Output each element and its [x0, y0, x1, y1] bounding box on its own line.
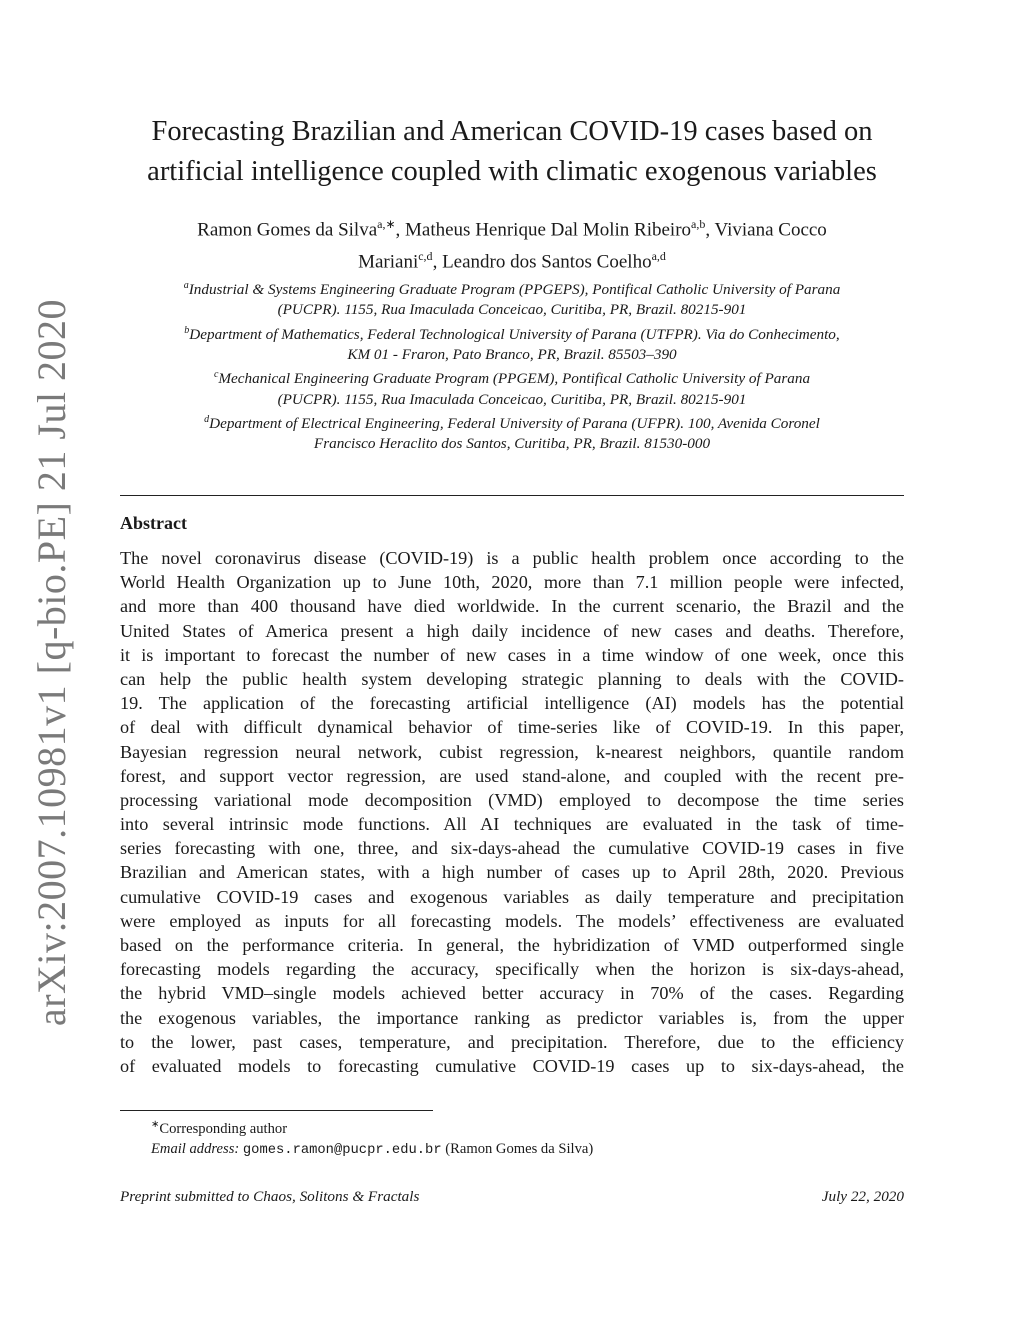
abstract-line: The novel coronavirus disease (COVID-19) is a public health problem once according to the	[120, 548, 904, 568]
abstract-line: forest, and support vector regression, are used stand-alone, and coupled with the recent pre-	[120, 765, 904, 786]
abstract-line: forecasting models regarding the accuracy, specifically when the horizon is six-days-ahead,	[120, 959, 904, 980]
author-line-1	[120, 211, 904, 243]
author-3-affil[interactable]: c,d	[418, 249, 433, 264]
affiliation-mark: c	[213, 369, 219, 381]
affiliation-c	[120, 365, 904, 410]
footnote-mark: ∗	[151, 1119, 160, 1130]
abstract-line: Brazilian and American states, with a high number of cases up to April 28th, 2020. Previous	[120, 862, 904, 883]
arxiv-identifier[interactable]: arXiv:2007.10981v1 [q-bio.PE] 21 Jul 2020	[29, 298, 75, 1027]
abstract-line: can help the public health system developing strategic planning to deals with the COVID-	[120, 668, 904, 689]
abstract-line: the exogenous variables, the importance ranking as predictor variables is, from the upper	[120, 1007, 904, 1028]
affiliation-d	[120, 410, 904, 455]
footnote	[151, 1115, 593, 1161]
footnote-rule	[120, 1110, 433, 1111]
abstract-line: of evaluated models to forecasting cumulative COVID-19 cases up to six-days-ahead, the	[120, 1055, 904, 1076]
abstract-line: to the lower, past cases, temperature, and precipitation. Therefore, due to the efficiency	[120, 1031, 904, 1052]
abstract-line: it is important to forecast the number of new cases in a time window of one week, once this	[120, 644, 904, 665]
abstract-body	[120, 546, 904, 1078]
abstract-line: cumulative COVID-19 cases and exogenous variables as daily temperature and precipitation	[120, 886, 904, 907]
title-line-1: Forecasting Brazilian and American COVID-19 cases based on	[151, 116, 873, 147]
paper-title	[120, 112, 904, 192]
affiliation-mark: a	[183, 280, 189, 291]
affiliation-text: KM 01 - Fraron, Pato Branco, PR, Brazil. 85503–390	[347, 346, 677, 364]
corresponding-author-note	[151, 1115, 593, 1139]
affiliation-text: (PUCPR). 1155, Rua Imaculada Conceicao, Curitiba, PR, Brazil. 80215-901	[277, 390, 747, 408]
preprint-date: July 22, 2020	[821, 1188, 904, 1205]
author-1-affil[interactable]: a,∗	[377, 217, 396, 231]
affiliation-a	[120, 276, 904, 321]
author-list	[120, 211, 904, 276]
arxiv-stamp	[12, 298, 92, 1027]
abstract-line: were employed as inputs for all forecasting models. The models’ effectiveness are evaluated	[120, 910, 904, 931]
title-line-2: artificial intelligence coupled with climatic exogenous variables	[147, 156, 877, 187]
author-line-2	[120, 243, 904, 275]
affiliation-text: Industrial & Systems Engineering Graduate Program (PPGEPS), Pontifical Catholic University of Parana	[188, 281, 841, 299]
preprint-note: Preprint submitted to Chaos, Solitons & Fractals	[120, 1188, 420, 1205]
affiliation-text: Francisco Heraclito dos Santos, Curitiba, PR, Brazil. 81530-000	[313, 435, 711, 453]
abstract-heading: Abstract	[120, 513, 187, 533]
abstract-line: 19. The application of the forecasting artificial intelligence (AI) models has the potential	[120, 693, 904, 714]
abstract-line: United States of America present a high daily incidence of new cases and deaths. Therefore,	[120, 620, 904, 641]
abstract-top-rule	[120, 495, 904, 496]
abstract-line: processing variational mode decomposition (VMD) employed to decompose the time series	[120, 789, 904, 810]
email-owner: (Ramon Gomes da Silva)	[445, 1140, 594, 1157]
email-label: Email address:	[151, 1140, 240, 1157]
author-1: Ramon Gomes da Silva	[197, 219, 378, 241]
author-3-last: Mariani	[358, 251, 419, 273]
affiliation-text: Mechanical Engineering Graduate Program (PPGEM), Pontifical Catholic University of Parana	[218, 370, 811, 388]
affiliation-text: Department of Mathematics, Federal Technological University of Parana (UTFPR). Via do Conhecimento,	[189, 325, 840, 343]
author-2: , Matheus Henrique Dal Molin Ribeiro	[395, 219, 692, 241]
affiliation-mark: d	[204, 413, 210, 425]
abstract-line: based on the performance criteria. In general, the hybridization of VMD outperformed single	[120, 935, 904, 955]
abstract-line: Bayesian regression neural network, cubist regression, k-nearest neighbors, quantile random	[120, 741, 904, 762]
affiliation-text: Department of Electrical Engineering, Federal University of Parana (UFPR). 100, Avenida Coronel	[209, 415, 820, 433]
affiliation-text: (PUCPR). 1155, Rua Imaculada Conceicao, Curitiba, PR, Brazil. 80215-901	[277, 301, 747, 319]
email-line	[151, 1139, 593, 1161]
email-link[interactable]: gomes.ramon@pucpr.edu.br	[242, 1142, 442, 1158]
author-4-affil[interactable]: a,d	[651, 249, 666, 264]
affiliation-b	[120, 321, 904, 366]
abstract-line: World Health Organization up to June 10th, 2020, more than 7.1 million people were infected,	[120, 572, 904, 593]
abstract-line: into several intrinsic mode functions. All AI techniques are evaluated in the task of time-	[120, 814, 904, 835]
corresponding-author-label: Corresponding author	[159, 1120, 288, 1137]
author-3-first: , Viviana Cocco	[705, 219, 827, 241]
abstract-line: of deal with difficult dynamical behavior of time-series like of COVID-19. In this paper,	[120, 717, 904, 738]
abstract-line: and more than 400 thousand have died worldwide. In the current scenario, the Brazil and the	[120, 596, 904, 617]
abstract-line: series forecasting with one, three, and six-days-ahead the cumulative COVID-19 cases in five	[120, 838, 904, 859]
author-4: , Leandro dos Santos Coelho	[432, 251, 652, 273]
abstract-line: the hybrid VMD–single models achieved better accuracy in 70% of the cases. Regarding	[120, 983, 904, 1004]
author-2-affil[interactable]: a,b	[691, 217, 706, 231]
affiliation-list	[120, 276, 904, 455]
affiliation-mark: b	[184, 324, 190, 336]
